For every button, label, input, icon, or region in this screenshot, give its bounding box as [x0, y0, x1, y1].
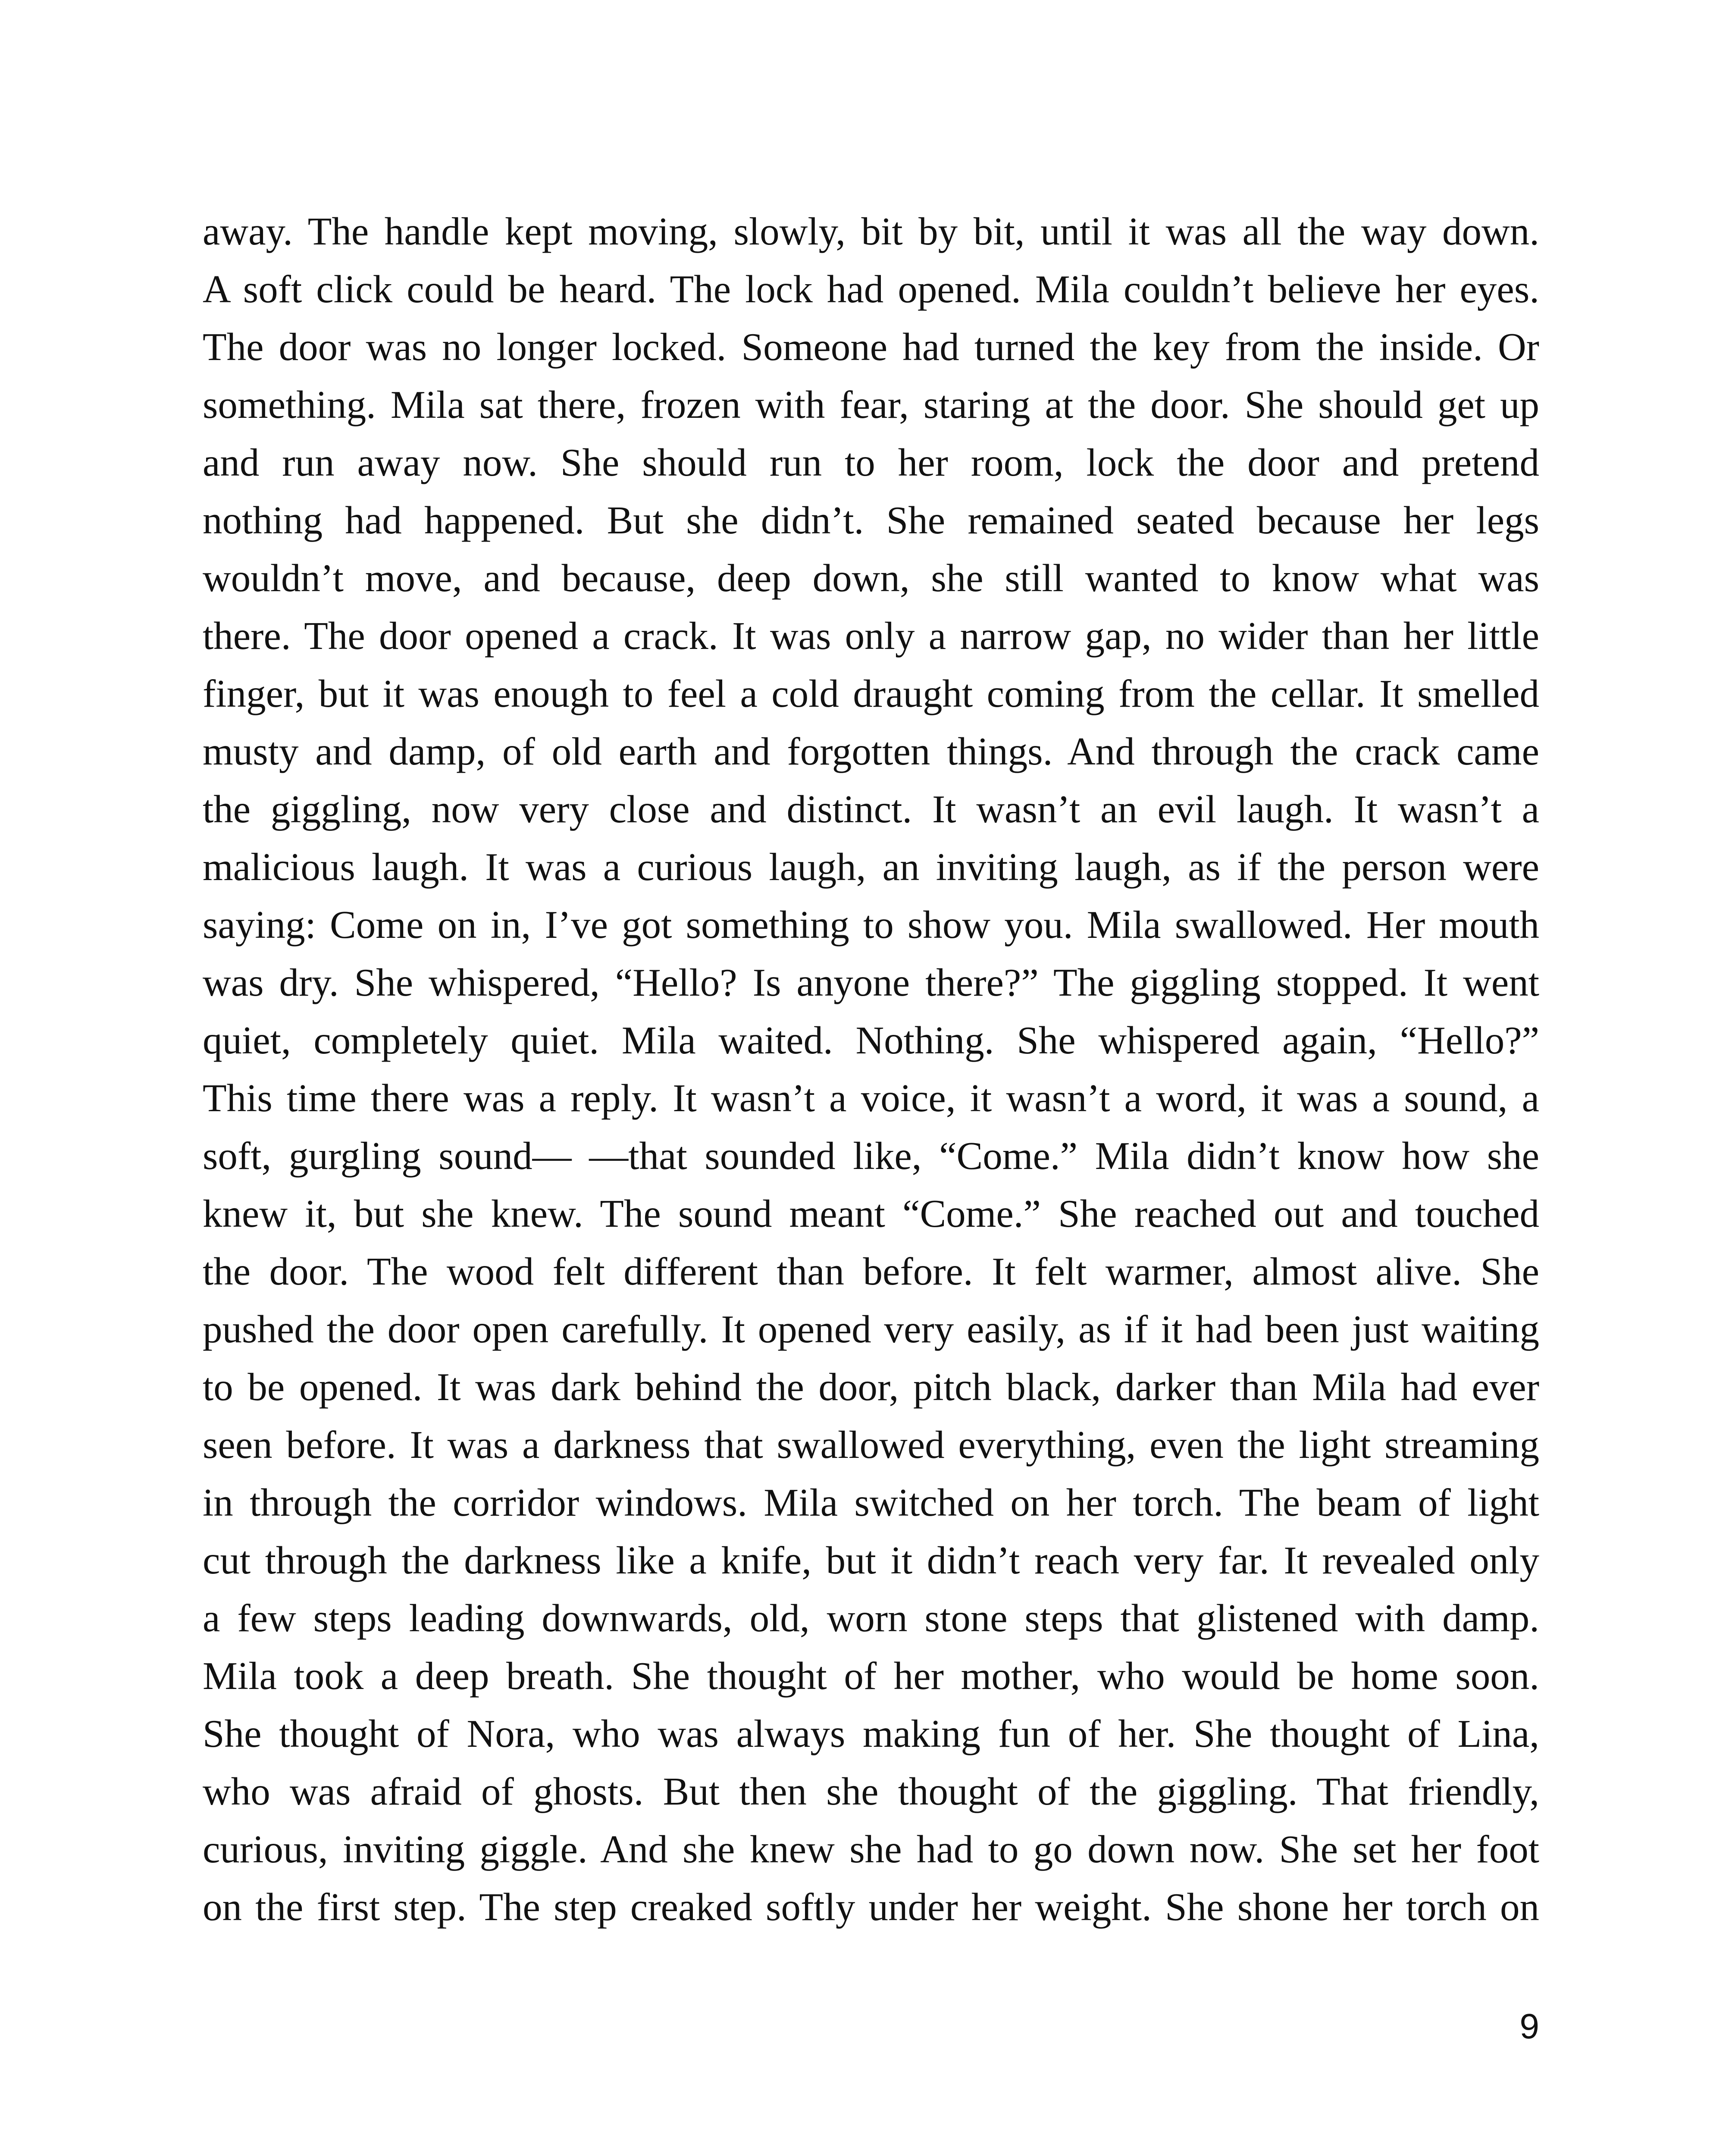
page-number: 9 — [1519, 2007, 1539, 2046]
text-line: cut through the darkness like a knife, but it didn’t reach very far. It revealed only — [203, 1539, 1539, 1582]
text-line: quiet, completely quiet. Mila waited. Nothing. She whispered again, “Hello?” — [203, 1018, 1539, 1062]
text-line: Mila took a deep breath. She thought of her mother, who would be home soon. — [203, 1654, 1539, 1698]
text-line: something. Mila sat there, frozen with fear, staring at the door. She should get up — [203, 383, 1539, 426]
body-text — [203, 203, 1539, 1936]
text-line: in through the corridor windows. Mila switched on her torch. The beam of light — [203, 1481, 1539, 1524]
text-line: and run away now. She should run to her room, lock the door and pretend — [203, 441, 1539, 484]
text-line: soft, gurgling sound— —that sounded like, “Come.” Mila didn’t know how she — [203, 1134, 1539, 1178]
text-line: on the first step. The step creaked softly under her weight. She shone her torch on — [203, 1885, 1539, 1929]
text-line: saying: Come on in, I’ve got something to show you. Mila swallowed. Her mouth — [203, 903, 1539, 946]
text-line: to be opened. It was dark behind the door, pitch black, darker than Mila had ever — [203, 1365, 1539, 1409]
text-line: pushed the door open carefully. It opened very easily, as if it had been just waiting — [203, 1307, 1539, 1351]
text-line: seen before. It was a darkness that swallowed everything, even the light streaming — [203, 1423, 1539, 1467]
text-line: nothing had happened. But she didn’t. She remained seated because her legs — [203, 498, 1539, 542]
text-line: who was afraid of ghosts. But then she thought of the giggling. That friendly, — [203, 1770, 1539, 1813]
text-line: the door. The wood felt different than before. It felt warmer, almost alive. She — [203, 1250, 1539, 1293]
text-line: She thought of Nora, who was always making fun of her. She thought of Lina, — [203, 1712, 1539, 1755]
text-line: away. The handle kept moving, slowly, bit by bit, until it was all the way down. — [203, 210, 1539, 253]
text-line: finger, but it was enough to feel a cold draught coming from the cellar. It smelled — [203, 672, 1539, 715]
text-line: was dry. She whispered, “Hello? Is anyone there?” The giggling stopped. It went — [203, 961, 1539, 1004]
text-line: wouldn’t move, and because, deep down, she still wanted to know what was — [203, 556, 1539, 600]
text-line: This time there was a reply. It wasn’t a voice, it wasn’t a word, it was a sound, a — [203, 1076, 1539, 1120]
text-line: knew it, but she knew. The sound meant “Come.” She reached out and touched — [203, 1192, 1539, 1235]
text-line: A soft click could be heard. The lock had opened. Mila couldn’t believe her eyes. — [203, 267, 1539, 311]
text-line: the giggling, now very close and distinct. It wasn’t an evil laugh. It wasn’t a — [203, 787, 1539, 831]
text-line: there. The door opened a crack. It was only a narrow gap, no wider than her little — [203, 614, 1539, 658]
text-line: a few steps leading downwards, old, worn stone steps that glistened with damp. — [203, 1596, 1539, 1640]
text-line: The door was no longer locked. Someone had turned the key from the inside. Or — [203, 325, 1539, 369]
text-line: musty and damp, of old earth and forgotten things. And through the crack came — [203, 730, 1539, 773]
text-line: curious, inviting giggle. And she knew she had to go down now. She set her foot — [203, 1827, 1539, 1871]
text-line: malicious laugh. It was a curious laugh, an inviting laugh, as if the person were — [203, 845, 1539, 889]
